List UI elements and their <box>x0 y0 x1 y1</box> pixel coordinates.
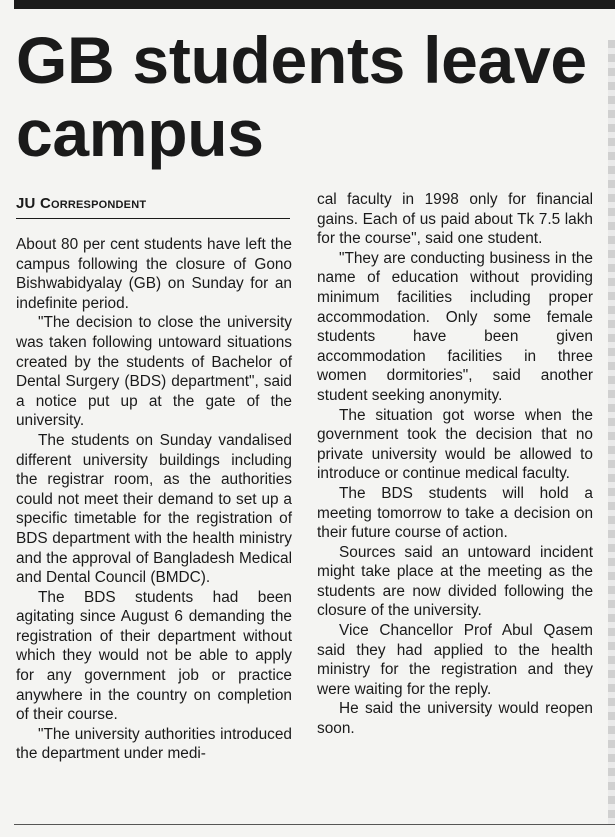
article-paragraph: About 80 per cent students have left the campus following the closure of Gono Bishwabidyalay (GB) on Sunday for an indefinite period. <box>16 236 292 312</box>
article-paragraph: The BDS students will hold a meeting tomorrow to take a decision on their future course of action. <box>317 484 593 542</box>
article-paragraph: Vice Chancellor Prof Abul Qasem said they had applied to the health ministry for the registration and they were waiting for the reply. <box>317 622 593 698</box>
article-column-1 <box>16 235 292 764</box>
article-paragraph: He said the university would reopen soon. <box>317 700 593 738</box>
article-paragraph: "The decision to close the university was taken following untoward situations created by the students of Bachelor of Dental Surgery (BDS) department", said a notice put up at the gate of the university. <box>16 314 292 430</box>
article-paragraph: "The university authorities introduced the department under medi- <box>16 725 292 763</box>
article-paragraph: cal faculty in 1998 only for financial gains. Each of us paid about Tk 7.5 lakh for the course", said one student. <box>317 191 593 248</box>
article-paragraph: The situation got worse when the government took the decision that no private university would be allowed to introduce or continue medical faculty. <box>317 406 593 483</box>
article-paragraph: The BDS students had been agitating since August 6 demanding the registration of their department without which they would not be able to apply for any government job or practice anywhere in the country on completion of their course. <box>16 588 292 724</box>
adjacent-column-edge <box>608 40 615 824</box>
bottom-rule <box>14 824 615 825</box>
top-rule <box>14 0 615 9</box>
article-column-2 <box>317 190 593 739</box>
byline: JU Correspondent <box>16 195 147 212</box>
headline: GB students leave campus <box>16 23 587 170</box>
article-paragraph: The students on Sunday vandalised different university buildings including the registrar room, as the authorities could not meet their demand to set up a specific timetable for the registration of BDS department with the health ministry and the approval of Bangladesh Medical and Dental Council (BMDC). <box>16 431 292 587</box>
article-paragraph: "They are conducting business in the name of education without providing minimum facilities including proper accommodation. Only some female students have been given accommodation facilities in three women dormitories", said another student seeking anonymity. <box>317 249 593 404</box>
article-paragraph: Sources said an untoward incident might take place at the meeting as the students are now divided following the closure of the university. <box>317 543 593 620</box>
byline-rule <box>16 218 290 219</box>
